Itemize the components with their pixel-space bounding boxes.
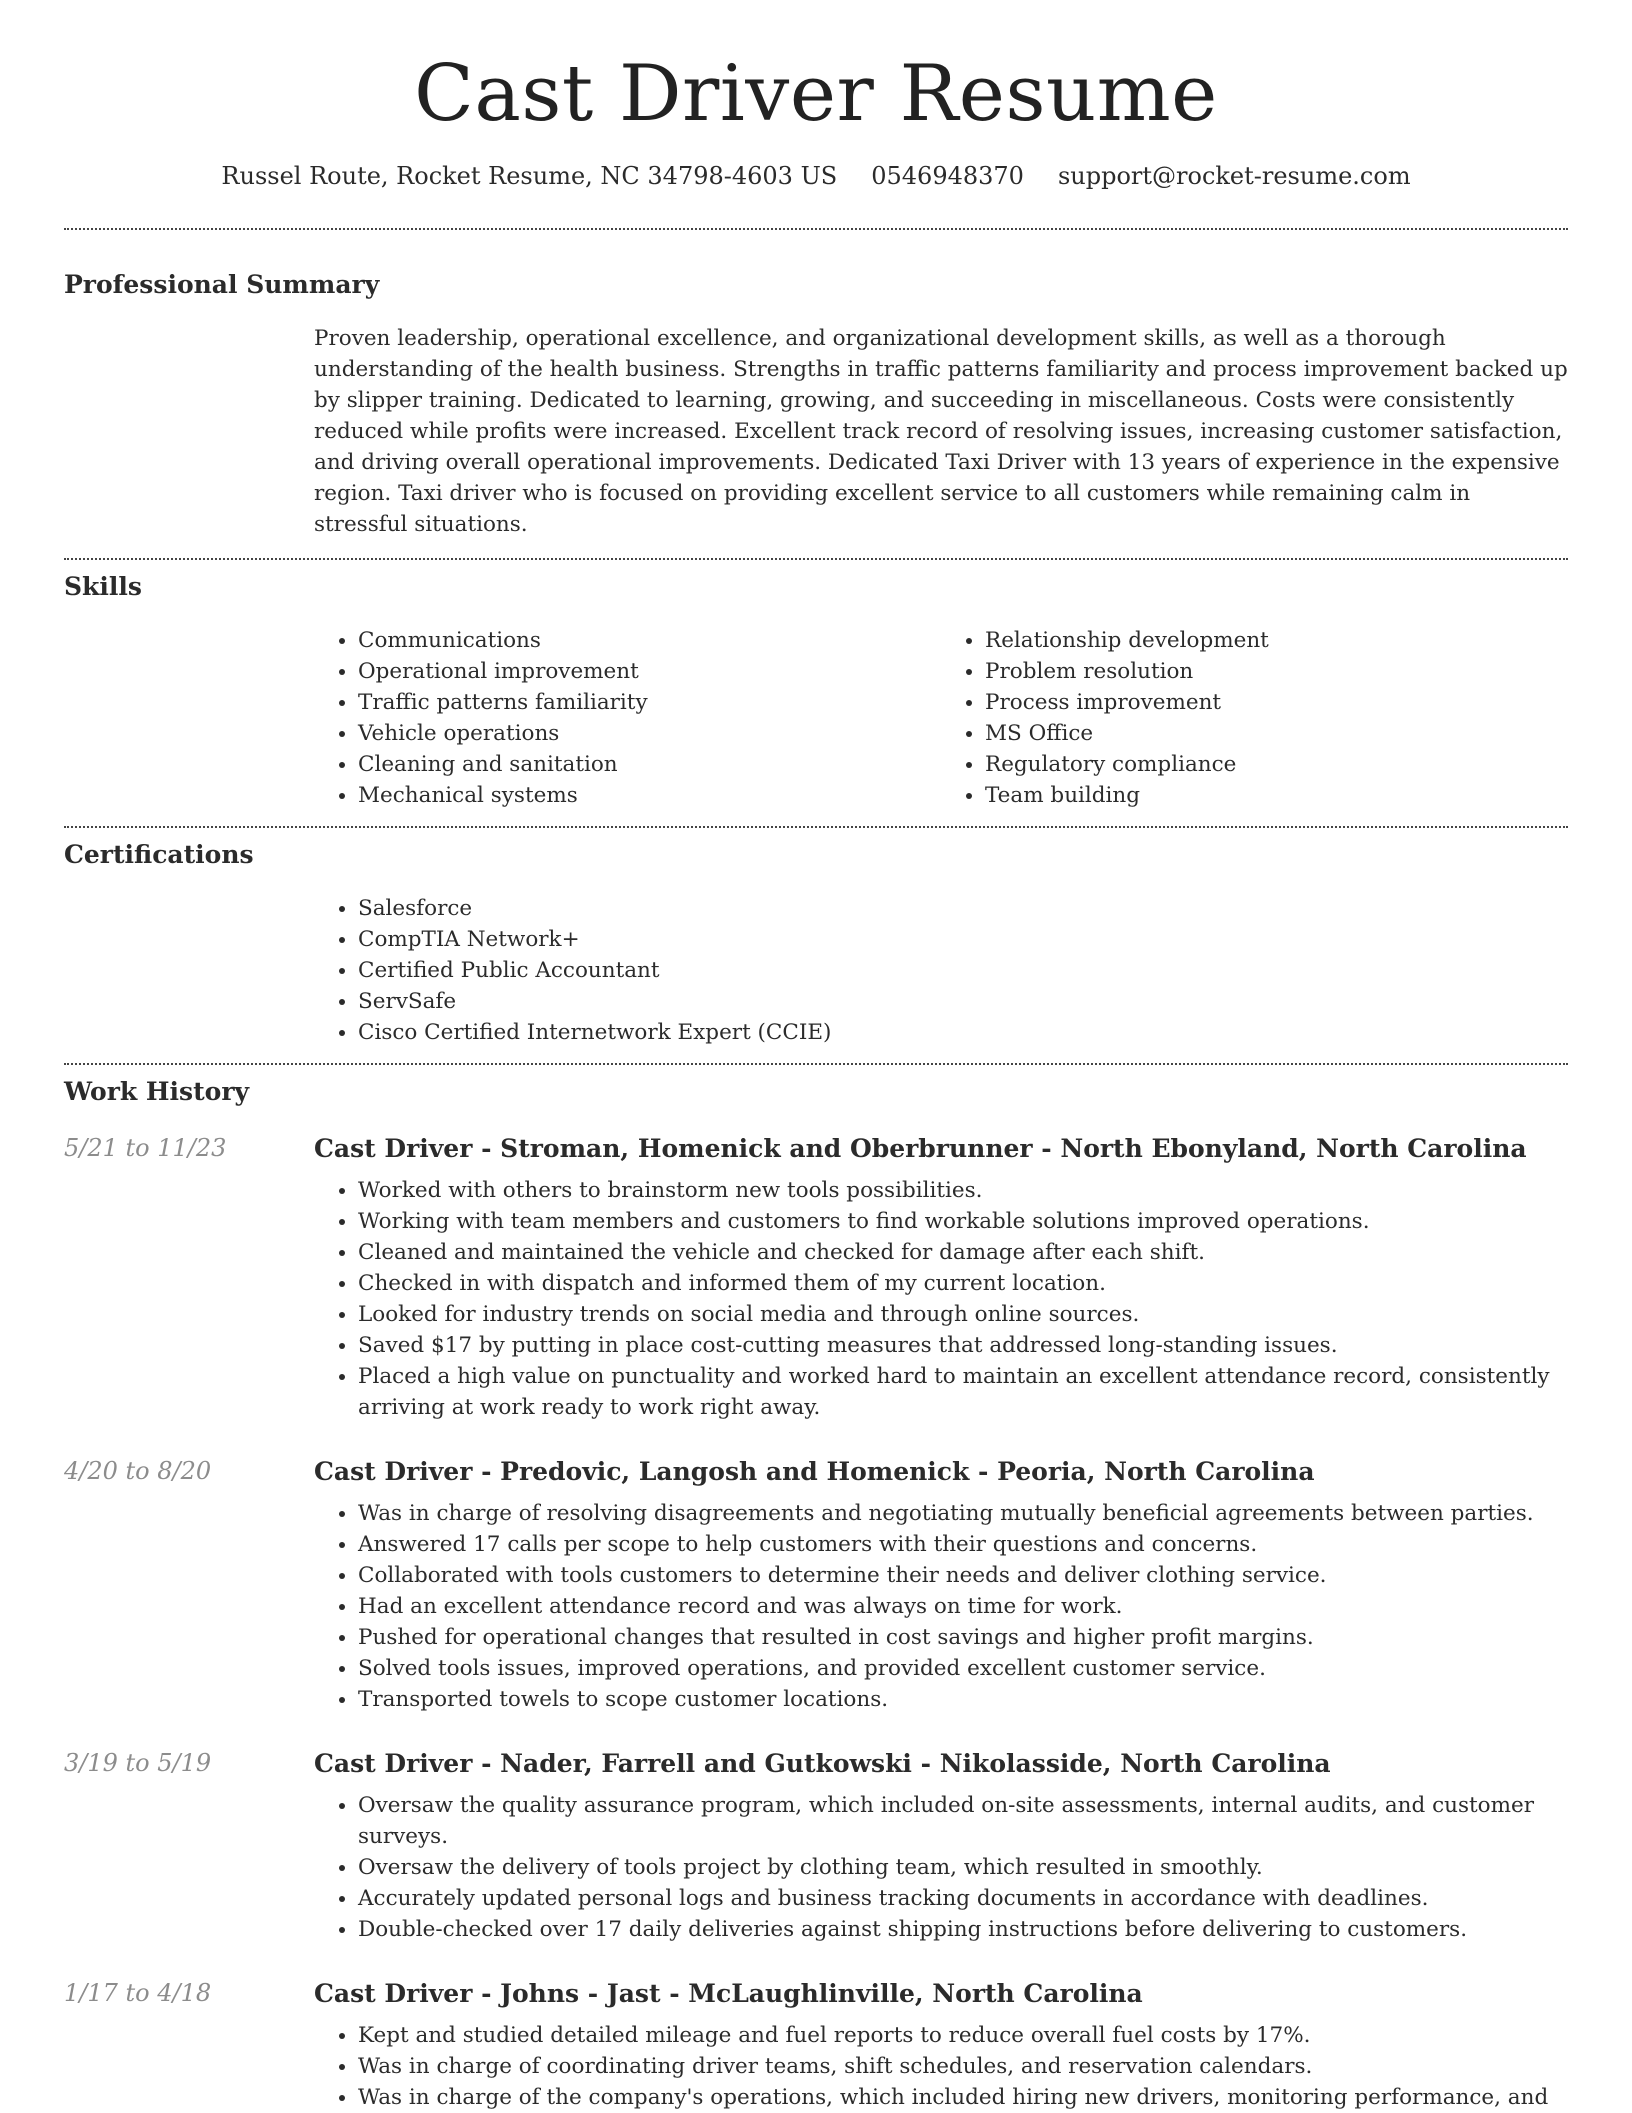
work-history-section <box>64 1065 1568 2113</box>
job-bullet: • Kept and studied detailed mileage and fuel reports to reduce overall fuel costs by 17%. <box>358 2020 1568 2051</box>
job-bullet: • Cleaned and maintained the vehicle and checked for damage after each shift. <box>358 1237 1568 1268</box>
job-bullet: • Answered 17 calls per scope to help customers with their questions and concerns. <box>358 1529 1568 1560</box>
summary-text: Proven leadership, operational excellence, and organizational development skills, as well as a thorough understanding of the health business. Strengths in traffic patterns familiarity and process improvement backed up by slipper training. Dedicated to learning, growing, and succeeding in miscellaneous. Costs were consistently reduced while profits were increased. Excellent track record of resolving issues, increasing customer satisfaction, and driving overall operational improvements. Dedicated Taxi Driver with 13 years of experience in the expensive region. Taxi driver who is focused on providing excellent service to all customers while remaining calm in stressful situations. <box>314 325 1568 537</box>
job-bullets <box>314 1498 1568 1715</box>
job-bullet: • Oversaw the delivery of tools project by clothing team, which resulted in smoothly. <box>358 1852 1568 1883</box>
job-bullet: • Working with team members and customers to find workable solutions improved operations. <box>358 1206 1568 1237</box>
job-title: Cast Driver - Johns - Jast - McLaughlinville, North Carolina <box>314 1978 1143 2008</box>
skill-item: • Vehicle operations <box>358 718 941 749</box>
job-entry <box>64 1749 1568 1945</box>
certification-item: • CompTIA Network+ <box>358 924 1568 955</box>
skills-list-left <box>314 625 941 811</box>
job-bullets <box>314 1790 1568 1945</box>
job-bullet: • Had an excellent attendance record and was always on time for work. <box>358 1591 1568 1622</box>
skill-item: • Traffic patterns familiarity <box>358 687 941 718</box>
contact-address: Russel Route, Rocket Resume, NC 34798-4603 US <box>221 161 838 190</box>
job-bullet: • Checked in with dispatch and informed them of my current location. <box>358 1268 1568 1299</box>
job-bullet: • Worked with others to brainstorm new tools possibilities. <box>358 1175 1568 1206</box>
skill-item: • Team building <box>985 780 1568 811</box>
resume-title: Cast Driver Resume <box>414 49 1218 139</box>
job-entry <box>64 1134 1568 1423</box>
job-entry <box>64 1457 1568 1715</box>
contact-phone: 0546948370 <box>871 161 1024 190</box>
skill-item: • Process improvement <box>985 687 1568 718</box>
skill-item: • Mechanical systems <box>358 780 941 811</box>
certification-item: • Cisco Certified Internetwork Expert (CCIE) <box>358 1017 1568 1048</box>
job-bullet: • Double-checked over 17 daily deliveries against shipping instructions before delivering to customers. <box>358 1914 1568 1945</box>
job-bullets <box>314 2020 1568 2113</box>
certification-item: • Salesforce <box>358 893 1568 924</box>
summary-section <box>64 230 1568 540</box>
job-title: Cast Driver - Predovic, Langosh and Homenick - Peoria, North Carolina <box>314 1456 1315 1486</box>
job-entry <box>64 1979 1568 2113</box>
job-bullet: • Looked for industry trends on social media and through online sources. <box>358 1299 1568 1330</box>
job-dates: 5/21 to 11/23 <box>64 1133 227 1162</box>
skill-item: • MS Office <box>985 718 1568 749</box>
certifications-section <box>64 828 1568 1048</box>
work-history-heading: Work History <box>64 1076 250 1106</box>
skill-item: • Communications <box>358 625 941 656</box>
certification-item: • ServSafe <box>358 986 1568 1017</box>
job-bullet: • Pushed for operational changes that resulted in cost savings and higher profit margins. <box>358 1622 1568 1653</box>
job-title: Cast Driver - Stroman, Homenick and Oberbrunner - North Ebonyland, North Carolina <box>314 1133 1527 1163</box>
job-bullet: • Oversaw the quality assurance program, which included on-site assessments, internal audits, and customer surveys. <box>358 1790 1568 1852</box>
contact-email: support@rocket-resume.com <box>1057 161 1411 190</box>
job-dates: 4/20 to 8/20 <box>64 1456 212 1485</box>
job-bullet: • Transported towels to scope customer locations. <box>358 1684 1568 1715</box>
job-bullet: • Accurately updated personal logs and business tracking documents in accordance with deadlines. <box>358 1883 1568 1914</box>
job-bullet: • Solved tools issues, improved operations, and provided excellent customer service. <box>358 1653 1568 1684</box>
summary-heading: Professional Summary <box>64 269 380 299</box>
job-bullet: • Was in charge of coordinating driver teams, shift schedules, and reservation calendars. <box>358 2051 1568 2082</box>
skill-item: • Operational improvement <box>358 656 941 687</box>
certifications-list <box>314 893 1568 1048</box>
skill-item: • Relationship development <box>985 625 1568 656</box>
job-dates: 1/17 to 4/18 <box>64 1978 212 2007</box>
skill-item: • Cleaning and sanitation <box>358 749 941 780</box>
job-bullet: • Saved $17 by putting in place cost-cutting measures that addressed long-standing issues. <box>358 1330 1568 1361</box>
skills-section <box>64 560 1568 811</box>
job-title: Cast Driver - Nader, Farrell and Gutkowski - Nikolasside, North Carolina <box>314 1748 1331 1778</box>
skills-heading: Skills <box>64 571 142 601</box>
job-bullets <box>314 1175 1568 1423</box>
skills-list-right <box>941 625 1568 811</box>
job-bullet: • Was in charge of the company's operations, which included hiring new drivers, monitoring performance, and <box>358 2082 1568 2113</box>
certifications-heading: Certifications <box>64 839 254 869</box>
contact-line <box>64 162 1568 190</box>
job-dates: 3/19 to 5/19 <box>64 1748 212 1777</box>
job-bullet: • Was in charge of resolving disagreements and negotiating mutually beneficial agreements between parties. <box>358 1498 1568 1529</box>
job-bullet: • Placed a high value on punctuality and worked hard to maintain an excellent attendance record, consistently arriving at work ready to work right away. <box>358 1361 1568 1423</box>
skill-item: • Regulatory compliance <box>985 749 1568 780</box>
skill-item: • Problem resolution <box>985 656 1568 687</box>
certification-item: • Certified Public Accountant <box>358 955 1568 986</box>
job-bullet: • Collaborated with tools customers to determine their needs and deliver clothing service. <box>358 1560 1568 1591</box>
